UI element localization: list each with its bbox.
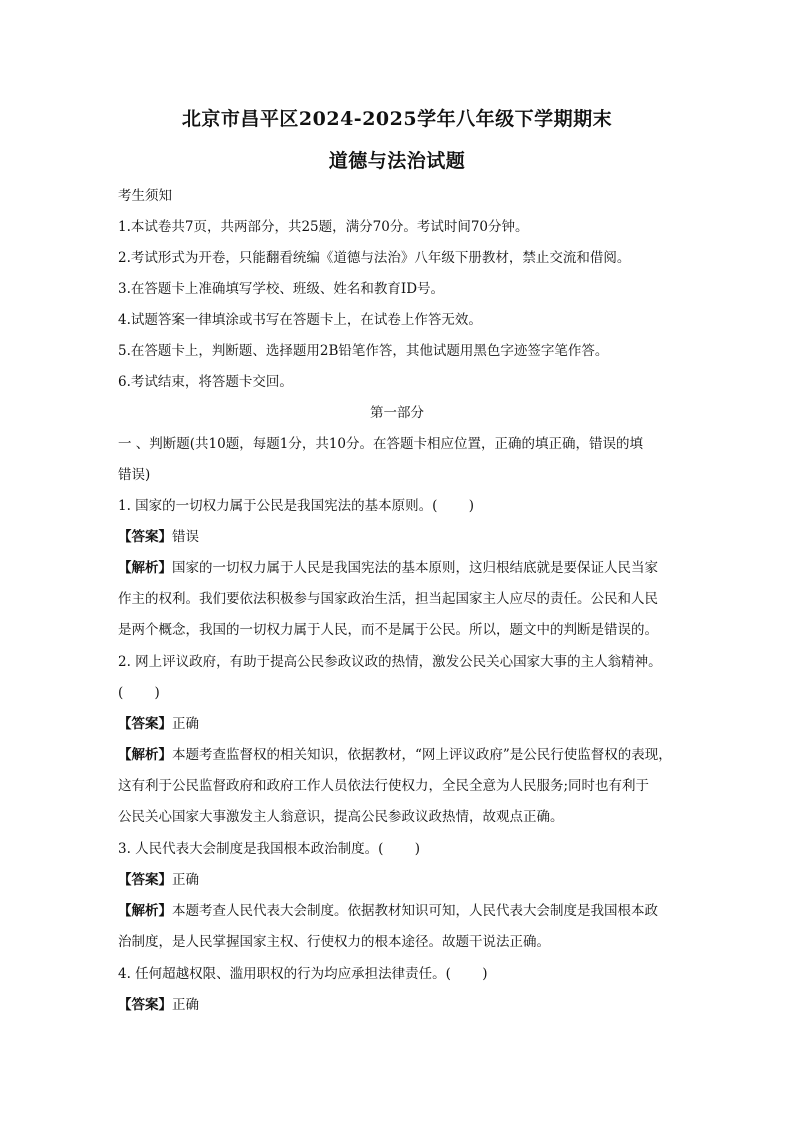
section-heading-line-2: 错误): [118, 467, 151, 483]
notice-item-5: 5.在答题卡上，判断题、选择题用2B铅笔作答，其他试题用黑色字迹签字笔作答。: [118, 343, 609, 359]
question-3: 3. 人民代表大会制度是我国根本政治制度。( ): [118, 841, 420, 857]
analysis-2-line-3: 公民关心国家大事激发主人翁意识，提高公民参政议政热情，故观点正确。: [118, 809, 564, 825]
answer-2: [118, 714, 693, 734]
question-2-line-1: 2. 网上评议政府，有助于提高公民参政议政的热情，激发公民关心国家大事的主人翁精神。: [118, 654, 662, 670]
notice-item-3: 3.在答题卡上准确填写学校、班级、姓名和教育ID号。: [118, 281, 445, 297]
section-heading-line-1: 一 、判断题(共10题，每题1分，共10分。在答题卡相应位置，正确的填正确，错误的填: [118, 436, 644, 452]
notice-item-6: 6.考试结束，将答题卡交回。: [118, 374, 293, 390]
analysis-3-line-2: 治制度，是人民掌握国家主权、行使权力的根本途径。故题干说法正确。: [118, 934, 550, 950]
answer-1: [118, 527, 693, 547]
analysis-2-line-2: 这有利于公民监督政府和政府工作人员依法行使权力，全民全意为人民服务;同时也有利于: [118, 778, 650, 794]
answer-3-value: 正确: [172, 872, 199, 888]
document-subtitle: 道德与法治试题: [328, 150, 466, 172]
analysis-tag: 【解析】: [118, 903, 172, 919]
question-4: 4. 任何超越权限、滥用职权的行为均应承担法律责任。( ): [118, 966, 488, 982]
answer-tag: 【答案】: [118, 529, 172, 545]
notice-item-2: 2.考试形式为开卷，只能翻看统编《道德与法治》八年级下册教材，禁止交流和借阅。: [118, 250, 631, 266]
question-2-line-2: ( ): [118, 685, 160, 701]
answer-3: [118, 870, 693, 890]
answer-2-value: 正确: [172, 716, 199, 732]
analysis-1-line-3: 是两个概念，我国的一切权力属于人民，而不是属于公民。所以，题文中的判断是错误的。: [118, 622, 658, 638]
analysis-tag: 【解析】: [118, 747, 172, 763]
analysis-3-line-1: 【解析】本题考查人民代表大会制度。依据教材知识可知，人民代表大会制度是我国根本政: [118, 903, 658, 919]
answer-4-value: 正确: [172, 997, 199, 1013]
analysis-tag: 【解析】: [118, 560, 172, 576]
part-title: 第一部分: [370, 405, 424, 421]
analysis-1-line-1: 【解析】国家的一切权力属于人民是我国宪法的基本原则，这归根结底就是要保证人民当家: [118, 560, 658, 576]
answer-4: [118, 995, 693, 1015]
notice-item-1: 1.本试卷共7页，共两部分，共25题，满分70分。考试时间70分钟。: [118, 219, 529, 235]
answer-1-value: 错误: [172, 529, 199, 545]
notice-heading: 考生须知: [118, 188, 172, 204]
answer-tag: 【答案】: [118, 997, 172, 1013]
question-1: 1. 国家的一切权力属于公民是我国宪法的基本原则。( ): [118, 498, 474, 514]
answer-tag: 【答案】: [118, 716, 172, 732]
analysis-2-line-1: 【解析】本题考查监督权的相关知识，依据教材，“网上评议政府”是公民行使监督权的表现，: [118, 747, 672, 763]
notice-item-4: 4.试题答案一律填涂或书写在答题卡上，在试卷上作答无效。: [118, 312, 482, 328]
document-title: 北京市昌平区2024-2025学年八年级下学期期末: [181, 108, 613, 130]
answer-tag: 【答案】: [118, 872, 172, 888]
analysis-1-line-2: 作主的权利。我们要依法积极参与国家政治生活，担当起国家主人应尽的责任。公民和人民: [118, 591, 658, 607]
